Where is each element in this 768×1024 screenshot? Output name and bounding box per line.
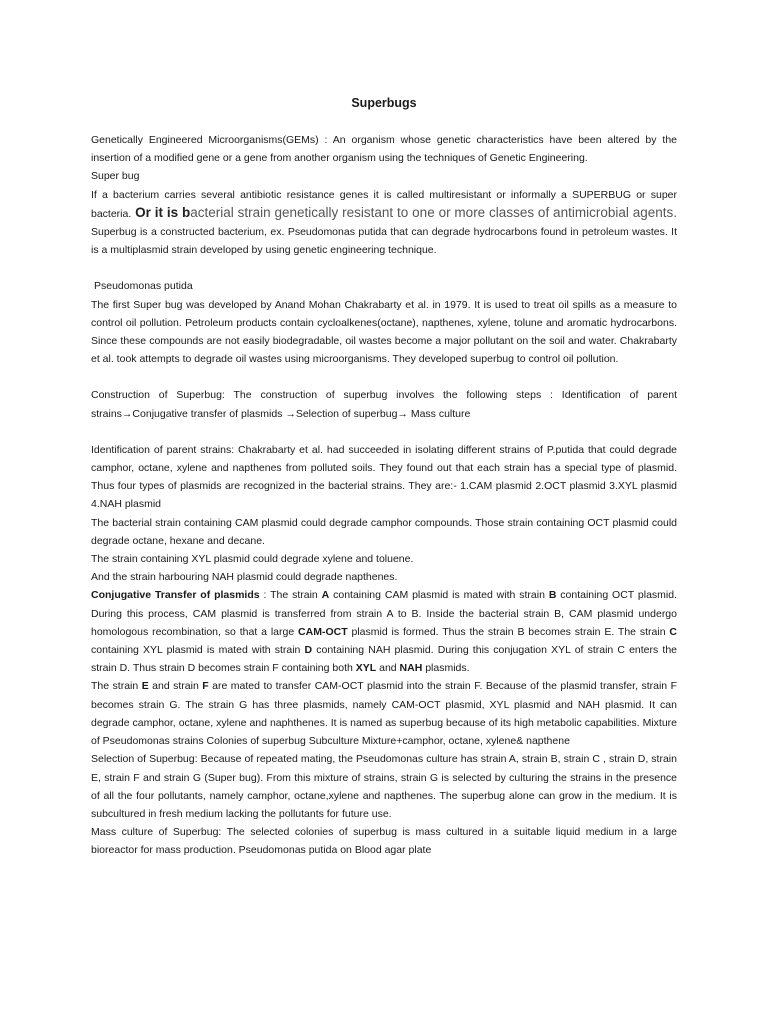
mass-culture-paragraph: Mass culture of Superbug: The selected colonies of superbug is mass cultured in a suitable liquid medium in a large bioreactor for mass production. Pseudomonas putida on Blood agar plate — [91, 826, 677, 857]
text-run: containing OCT plasmid. During this process, CAM plasmid is transferred from strain A to B. Inside the bacterial strain B, CAM plasmid undergo homologous recombination, so that a large — [91, 589, 677, 638]
text-run: and strain — [148, 680, 203, 693]
identification-paragraph: Identification of parent strains: Chakrabarty et al. had succeeded in isolating different strains of P.putida that could degrade camphor, octane, xylene and napthenes from polluted soils. They found out that each strain has a special type of plasmid. Thus four types of plasmids are recognized in the bacterial strains. They are:- 1.CAM plasmid 2.OCT plasmid 3.XYL plasmid 4.NAH plasmid — [91, 443, 677, 511]
superbug-def-end: Superbug is a constructed bacterium, ex. Pseudomonas putida that can degrade hydrocarbons found in petroleum wastes. It is a multiplasmid strain developed by using genetic engineering technique. — [91, 226, 677, 257]
text-run: containing XYL plasmid is mated with strain — [91, 644, 305, 657]
text-run: containing NAH plasmid. During this conjugation XYL of strain C enters the strain D. Thus strain D becomes strain F containing both — [91, 644, 677, 675]
text-run: are mated to transfer CAM-OCT plasmid into the strain F. Because of the plasmid transfer, strain F becomes strain G. The strain G has three plasmids, namely CAM-OCT plasmid, XYL plasmid and NAH plasmid. It can degrade camphor, octane, xylene and naphthenes. It is named as superbug because of its high metabolic capabilities. Mixture of Pseudomonas strains Colonies of superbug Subculture Mixture+camphor, octane, xylene& napthene — [91, 680, 677, 748]
super-bug-heading: Super bug — [91, 170, 140, 183]
bold-run: NAH — [399, 662, 423, 675]
bold-run: C — [669, 625, 677, 638]
bold-run: F — [202, 680, 209, 693]
bold-run: XYL — [355, 662, 377, 675]
pseudomonas-heading: Pseudomonas putida — [94, 280, 193, 293]
text-run: : The strain — [259, 589, 322, 602]
xyl-strain-paragraph: The strain containing XYL plasmid could degrade xylene and toluene. — [91, 553, 414, 566]
selection-paragraph: Selection of Superbug: Because of repeated mating, the Pseudomonas culture has strain A, strain B, strain C , strain D, strain E, strain F and strain G (Super bug). From this mixture of strains, strain G is selected by culturing the strains in the presence of all the four pollutants, namely camphor, octane,xylene and napthenes. The superbug alone can grow in the medium. It is subcultured in fresh medium lacking the pollutants for future use. — [91, 753, 677, 820]
text-run: plasmid is formed. Thus the strain B becomes strain E. The strain — [347, 625, 670, 638]
conjugative-heading: Conjugative Transfer of plasmids — [91, 589, 260, 602]
superbug-def-start: If a bacterium carries several antibiotic resistance genes it is called multiresistant or informally a SUPERBUG or super bacteria. — [91, 188, 677, 220]
bold-run: B — [548, 589, 557, 602]
construction-paragraph: Construction of Superbug: The construction of superbug involves the following steps : Identification of parent strains→Conjugative transfer of plasmids →Selection of superbug→ Mass culture — [91, 389, 677, 420]
bold-run: E — [141, 680, 149, 693]
text-run: plasmids. — [422, 662, 470, 675]
gems-definition: Genetically Engineered Microorganisms(GEMs) : An organism whose genetic characteristics have been altered by the insertion of a modified gene or a gene from another organism using the techniques of Genetic Engineering. — [91, 134, 677, 165]
bold-run: CAM-OCT — [298, 625, 348, 638]
pseudomonas-paragraph: The first Super bug was developed by Anand Mohan Chakrabarty et al. in 1979. It is used to treat oil spills as a measure to control oil pollution. Petroleum products contain cycloalkenes(octane), napthenes, xylene, tolune and aromatic hydrocarbons. Since these compounds are not easily biodegradable, oil wastes become a major pollutant on the soil and water. Chakrabarty et al. took attempts to degrade oil wastes using microorganisms. They developed superbug to control oil pollution. — [91, 298, 677, 366]
text-run: The strain — [91, 680, 142, 693]
superbug-definition — [91, 186, 677, 260]
bold-run: D — [304, 644, 313, 657]
bold-run: A — [321, 589, 330, 602]
conjugative-transfer-paragraph — [91, 586, 677, 677]
superbug-def-emphasis: Or it is b — [131, 204, 191, 220]
cam-strain-paragraph: The bacterial strain containing CAM plasmid could degrade camphor compounds. Those strain containing OCT plasmid could degrade octane, hexane and decane. — [91, 516, 677, 547]
mating-paragraph — [91, 677, 677, 750]
text-run: and — [376, 662, 400, 675]
superbug-def-large-text: acterial strain genetically resistant to one or more classes of antimicrobial agents. — [190, 204, 677, 220]
nah-strain-paragraph: And the strain harbouring NAH plasmid could degrade napthenes. — [91, 571, 398, 584]
page-title: Superbugs — [351, 96, 417, 110]
text-run: containing CAM plasmid is mated with strain — [329, 589, 549, 602]
